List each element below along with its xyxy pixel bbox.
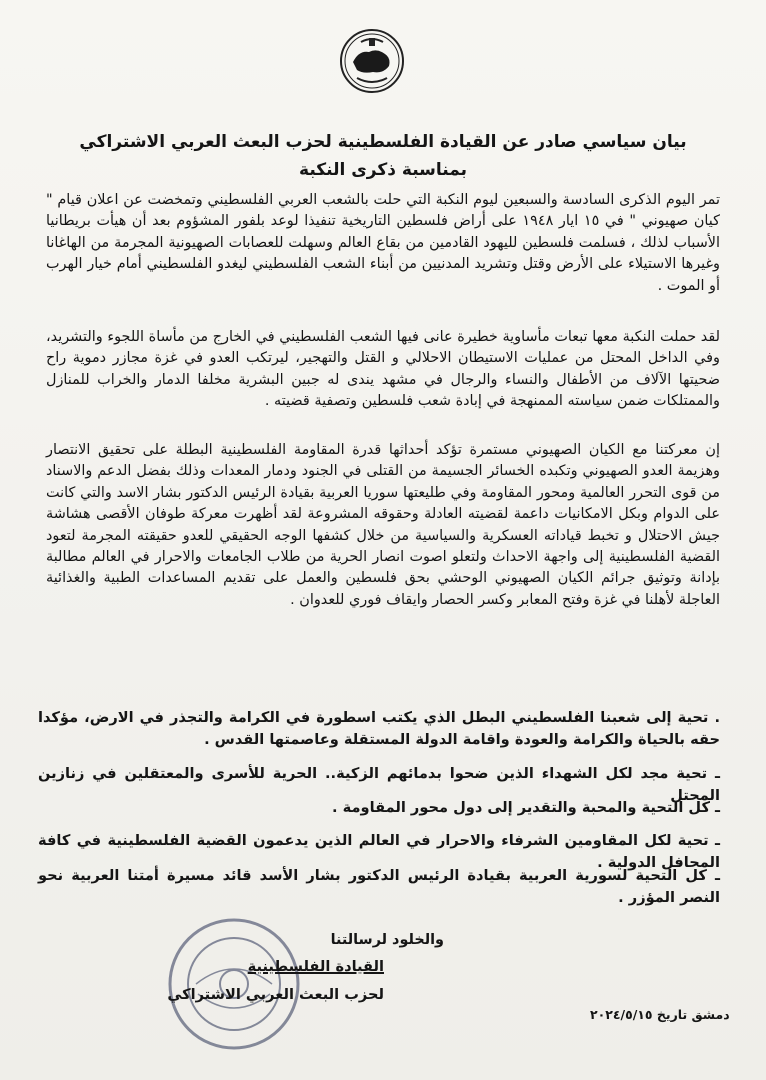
salutation-3: ـ كل التحية والمحبة والتقدير إلى دول محور المقاومة . — [332, 799, 720, 816]
baath-party-emblem-icon — [339, 28, 405, 94]
salutation-1: . تحية إلى شعبنا الفلسطيني البطل الذي يكتب اسطورة في الكرامة والتجذر في الارض، مؤكدا حقه بالحياة والكرامة والعودة واقامة الدولة المستقلة وعاصمتها القدس . — [38, 709, 720, 748]
document-date: دمشق تاريخ ٢٠٢٤/٥/١٥ — [590, 1007, 730, 1022]
signature-line-2: لحزب البعث العربي الاشتراكي — [167, 986, 384, 1003]
closing-line: والخلود لرسالتنا — [330, 932, 444, 948]
body-paragraph-3: إن معركتنا مع الكيان الصهيوني مستمرة تؤكد أحداثها قدرة المقاومة الفلسطينية البطلة على تحقيق الانتصار وهزيمة العدو الصهيوني وتكبده الخسائر الجسيمة من القتلى في الجنود ودمار المعدات وذلك بفضل الدعم والاسناد من قوى التحرر العالمية ومحور المقاومة وفي طليعتها سوريا العربية بقيادة الرئيس الدكتور بشار الاسد والتي كانت على الدوام وبكل الامكانيات داعمة لقضيته العادلة وحقوقه المشروعة لقد أظهرت معركة طوفان الأقصى هشاشة جيش الاحتلال و تخبط قياداته العسكرية والسياسية من خلال كشفها الوجه الحقيقي للعدو حقيقته المجرمة لتعود القضية الفلسطينية إلى واجهة الاحداث ولتعلو اصوت انصار الحرية من طلاب الجامعات والاحرار في العالم مطالبة بإدانة وتوثيق جرائم الكيان الصهيوني الوحشي بحق فلسطين والعمل على تقديم المساعدات الطبية والغذائية العاجلة لأهلنا في غزة وفتح المعابر وكسر الحصار وايقاف فوري للعدوان . — [46, 442, 720, 608]
body-paragraph-2: لقد حملت النكبة معها تبعات مأساوية خطيرة عانى فيها الشعب الفلسطيني في الخارج من مأساة اللجوء والتشريد، وفي الداخل المحتل من عمليات الاستيطان الاحلالي و القتل والتهجير، ليرتكب العدو في غزة مجازر دموية راح ضحيتها الآلاف من الأطفال والنساء والرجال في مشهد يندى له جبين البشرية مخلفا الدمار والخراب للمنازل والممتلكات ضمن سياسته الممنهجة في إبادة شعب فلسطين وتصفية قضيته . — [46, 329, 720, 410]
salutation-5: ـ كل التحية لسورية العربية بقيادة الرئيس الدكتور بشار الأسد قائد مسيرة أمتنا العربية نحو النصر المؤزر . — [38, 867, 720, 906]
body-paragraph-1: تمر اليوم الذكرى السادسة والسبعين ليوم النكبة التي حلت بالشعب العربي الفلسطيني وتمخضت عن اعلان قيام " كيان صهيوني " في ١٥ ايار ١٩٤٨ على أراض فلسطين التاريخية تنفيذا لوعد بلفور المشؤوم بعد أن هيأت بريطانيا الأسباب لذلك ، فسلمت فلسطين لليهود القادمين من بقاع العالم وسهلت للعصابات الصهيونية المجرمة من الهاغانا وغيرها الاستيلاء على الأرض وقتل وتشريد المدنيين من أبناء الشعب الفلسطيني ليغدو الفلسطيني أمام خيار الهرب أو الموت . — [46, 192, 720, 294]
salutation-4: ـ تحية لكل المقاومين الشرفاء والاحرار في العالم الذين يدعمون القضية الفلسطينية في كافة المحافل الدولية . — [38, 832, 720, 871]
document-subtitle: بمناسبة ذكرى النكبة — [299, 160, 467, 180]
salutation-2: ـ تحية مجد لكل الشهداء الذين ضحوا بدمائهم الزكية.. الحرية للأسرى والمعتقلين في زنازين المحتل — [38, 765, 720, 804]
signature-line-1: القيادة الفلسطينية — [247, 958, 384, 975]
document-title: بيان سياسي صادر عن القيادة الفلسطينية لحزب البعث العربي الاشتراكي — [79, 132, 687, 152]
official-seal-icon — [164, 914, 304, 1054]
